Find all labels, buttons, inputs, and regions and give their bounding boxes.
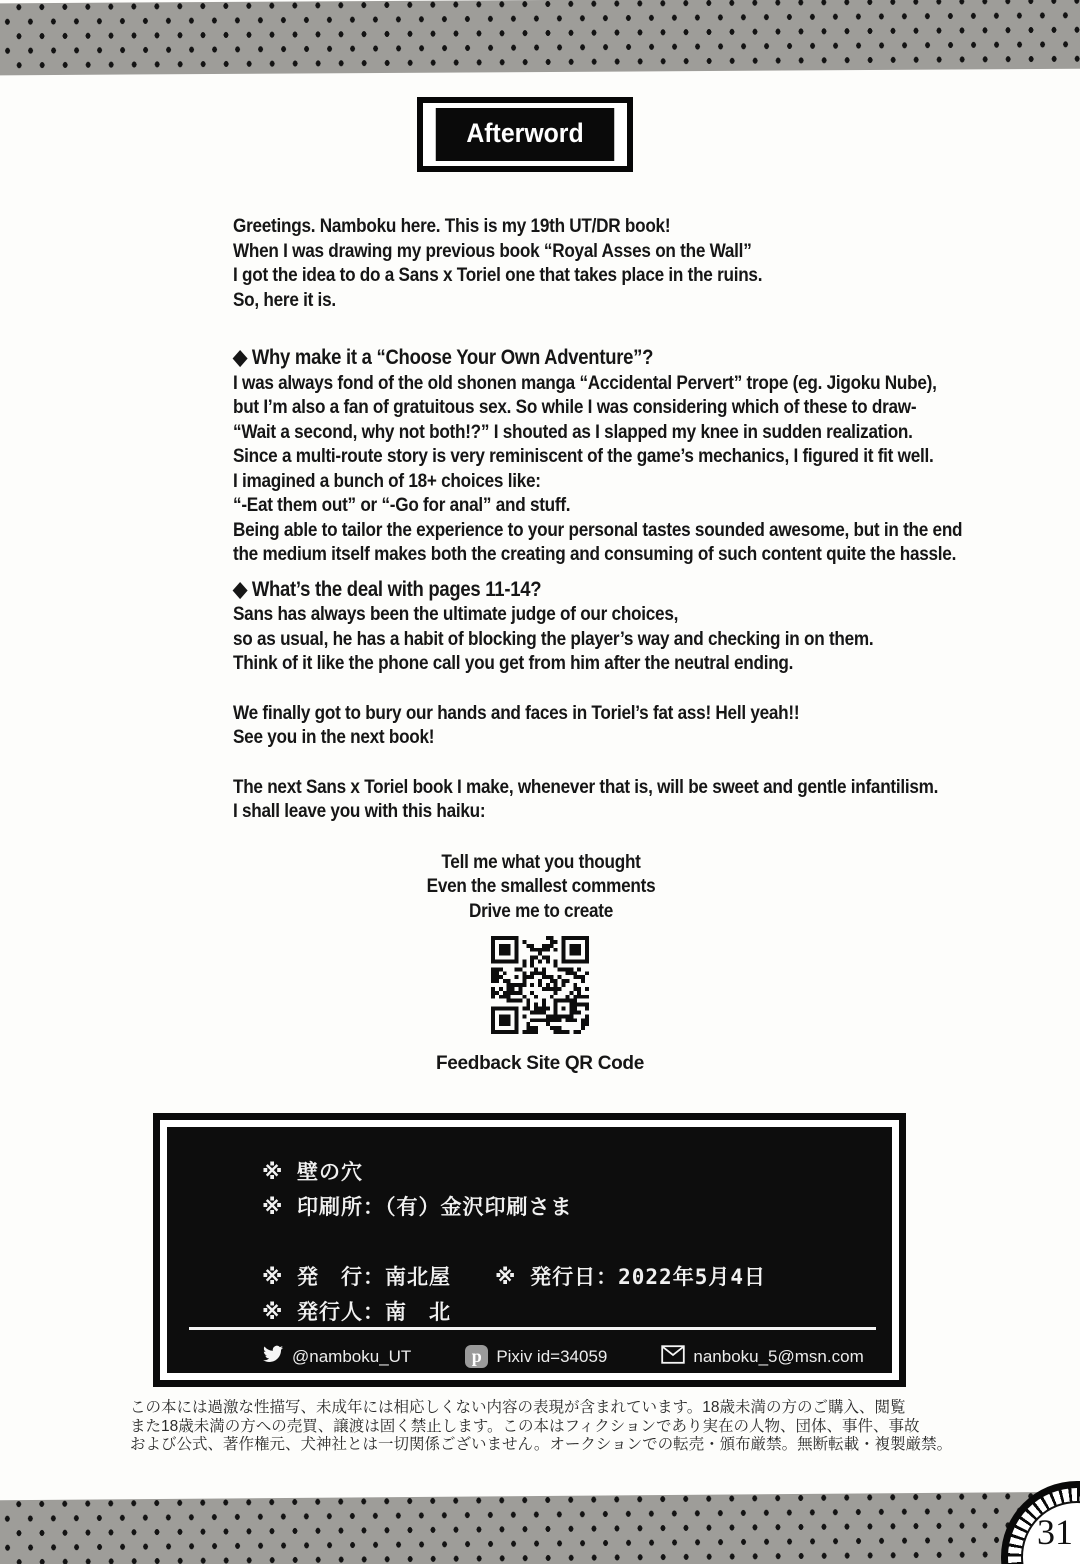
text-line: We finally got to bury our hands and faces in Toriel’s fat ass! Hell yeah!! [233, 701, 800, 724]
text-line: また18歳未満の方への売買、譲渡は固く禁止します。この本はフィクションであり実在の人物、団体、事件、事故 [130, 1417, 920, 1435]
text-line: Drive me to create [468, 899, 614, 922]
intro-paragraph [233, 214, 849, 312]
text-line: ※ 発 行：南北屋 ※ 発行日：2022年5月4日 [262, 1265, 766, 1289]
qr-code [491, 936, 589, 1034]
email-contact [661, 1345, 863, 1369]
text-line: Even the smallest comments [426, 875, 656, 897]
text-line: Being able to tailor the experience to your personal tastes sounded awesome, but in the end [233, 518, 963, 541]
colophon-title-lines [262, 1155, 573, 1225]
colophon-inner [167, 1127, 892, 1373]
question1-header: ◆ Why make it a “Choose Your Own Adventure”? [233, 346, 654, 369]
text-line: When I was drawing my previous book “Royal Asses on the Wall” [233, 239, 752, 262]
text-line: ※ 壁の穴 [262, 1160, 364, 1184]
text-line: Greetings. Namboku here. This is my 19th UT/DR book! [233, 215, 671, 237]
afterword-title-box [417, 97, 633, 172]
text-line: Since a multi-route story is very reminiscent of the game’s mechanics, I figured it fit well. [233, 445, 934, 467]
text-line: ※ 発行人：南 北 [262, 1300, 452, 1324]
colophon-divider [189, 1327, 876, 1330]
question2-paragraph [233, 602, 874, 676]
page-number: 31 [1037, 1512, 1073, 1552]
text-line: この本には過激な性描写、未成年には相応しくない内容の表現が含まれています。18歳未満の方のご購入、閲覧 [130, 1399, 906, 1416]
text-line: So, here it is. [233, 288, 336, 311]
colophon-box [153, 1113, 906, 1387]
twitter-contact [262, 1343, 411, 1370]
email-address: nanboku_5@msn.com [693, 1346, 864, 1366]
text-line: および公式、著作権元、犬神社とは一切関係ございません。オークションでの転売・頒布厳禁。無断転載・複製厳禁。 [130, 1436, 953, 1453]
afterword-body-text [233, 214, 963, 923]
haiku [233, 850, 849, 924]
text-line: so as usual, he has a habit of blocking the player’s way and checking in on them. [233, 627, 874, 650]
twitter-icon [262, 1343, 284, 1370]
bottom-dot-band [0, 1492, 1080, 1564]
text-line: Tell me what you thought [441, 850, 641, 873]
text-line: See you in the next book! [233, 726, 435, 748]
text-line: the medium itself makes both the creating and consuming of such content quite the hassle. [233, 543, 957, 565]
email-icon [661, 1345, 685, 1369]
qr-label: Feedback Site QR Code [435, 1053, 645, 1074]
pixiv-contact [465, 1345, 607, 1368]
text-line: “-Eat them out” or “-Go for anal” and stuff. [233, 494, 571, 516]
page-title: Afterword [436, 108, 614, 161]
text-line: “Wait a second, why not both!?” I shouted as I slapped my knee in sudden realization. [233, 420, 913, 443]
social-row [262, 1343, 882, 1370]
qr-section [0, 936, 1080, 1075]
text-line: Think of it like the phone call you get from him after the neutral ending. [233, 652, 794, 674]
text-line: The next Sans x Toriel book I make, whenever that is, will be sweet and gentle infantilism. [233, 775, 939, 798]
question1-paragraph [233, 371, 963, 567]
legal-disclaimer [130, 1399, 1030, 1455]
closing-paragraph-1 [233, 701, 849, 750]
text-line: ※ 印刷所：（有）金沢印刷さま [262, 1195, 573, 1219]
question2-header: ◆ What’s the deal with pages 11-14? [233, 577, 542, 601]
text-line: I imagined a bunch of 18+ choices like: [233, 469, 541, 492]
text-line: Sans has always been the ultimate judge of our choices, [233, 603, 679, 625]
text-line: but I’m also a fan of gratuitous sex. So while I was considering which of these to draw- [233, 396, 917, 418]
pixiv-icon: p [465, 1345, 488, 1368]
top-dot-band [0, 0, 1080, 75]
closing-paragraph-2 [233, 775, 939, 824]
colophon-publisher-lines [262, 1260, 766, 1330]
text-line: I shall leave you with this haiku: [233, 800, 486, 822]
text-line: I was always fond of the old shonen manga “Accidental Pervert” trope (eg. Jigoku Nube), [233, 371, 937, 394]
pixiv-id: Pixiv id=34059 [496, 1346, 608, 1366]
twitter-handle: @namboku_UT [292, 1346, 412, 1366]
text-line: I got the idea to do a Sans x Toriel one that takes place in the ruins. [233, 264, 763, 286]
